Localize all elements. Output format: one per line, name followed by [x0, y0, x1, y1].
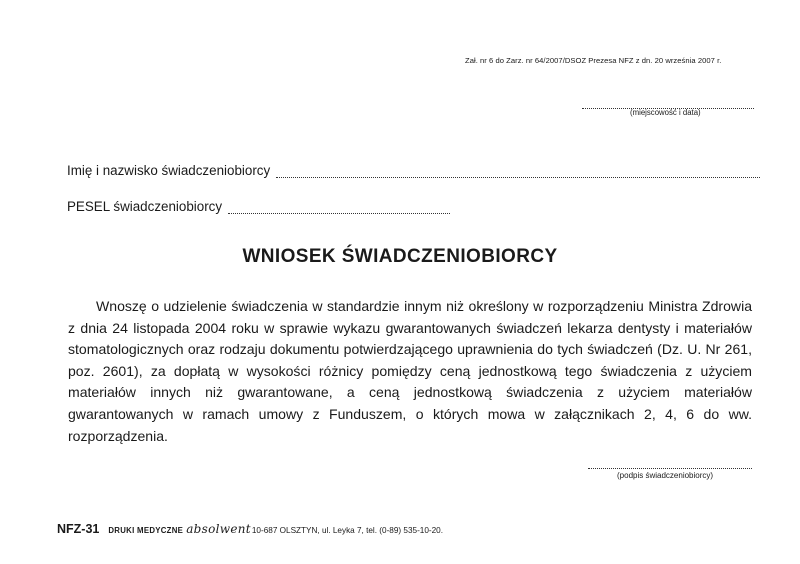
- publisher-name: DRUKI MEDYCZNE: [108, 526, 184, 535]
- pesel-field-label: PESEL świadczeniobiorcy: [67, 199, 223, 214]
- publisher-logo: absolwent: [186, 522, 251, 536]
- name-field-label: Imię i nazwisko świadczeniobiorcy: [67, 163, 271, 178]
- signature-line: [588, 458, 752, 469]
- request-body: Wnoszę o udzielenie świadczenia w standardzie innym niż określony w rozporządzeniu Ministra Zdrowia z dnia 24 listopada 2004 roku w sprawie wykazu gwarantowanych świadczeń lekarza dentysty i materiałów stomatologicznych oraz rodzaju dokumentu potwierdzającego uprawnienia do tych świadczeń (Dz. U. Nr 261, poz. 2601), za dopłatą w wysokości różnicy pomiędzy ceną jednostkową tego świadczenia z użyciem materiałów innych niż gwarantowane, a ceną jednostkową świadczenia z użyciem materiałów gwarantowanych w ramach umowy z Funduszem, o których mowa w załącznikach 2, 4, 6 do ww. rozporządzenia.: [68, 298, 752, 444]
- pesel-field-line: [228, 203, 450, 214]
- publisher-address: 10-687 OLSZTYN, ul. Leyka 7, tel. (0-89) 535-10-20.: [251, 526, 444, 535]
- place-date-caption: (miejscowość i data): [630, 108, 701, 117]
- form-code: NFZ-31: [57, 522, 100, 536]
- name-field-row: [67, 163, 760, 178]
- pesel-field-row: [67, 199, 450, 214]
- signature-caption: (podpis świadczeniobiorcy): [617, 471, 714, 480]
- footer: [57, 522, 443, 536]
- name-field-line: [276, 167, 760, 178]
- document-title: WNIOSEK ŚWIADCZENIOBIORCY: [242, 246, 558, 267]
- annex-reference: Zał. nr 6 do Zarz. nr 64/2007/DSOZ Prezesa NFZ z dn. 20 września 2007 r.: [465, 56, 722, 65]
